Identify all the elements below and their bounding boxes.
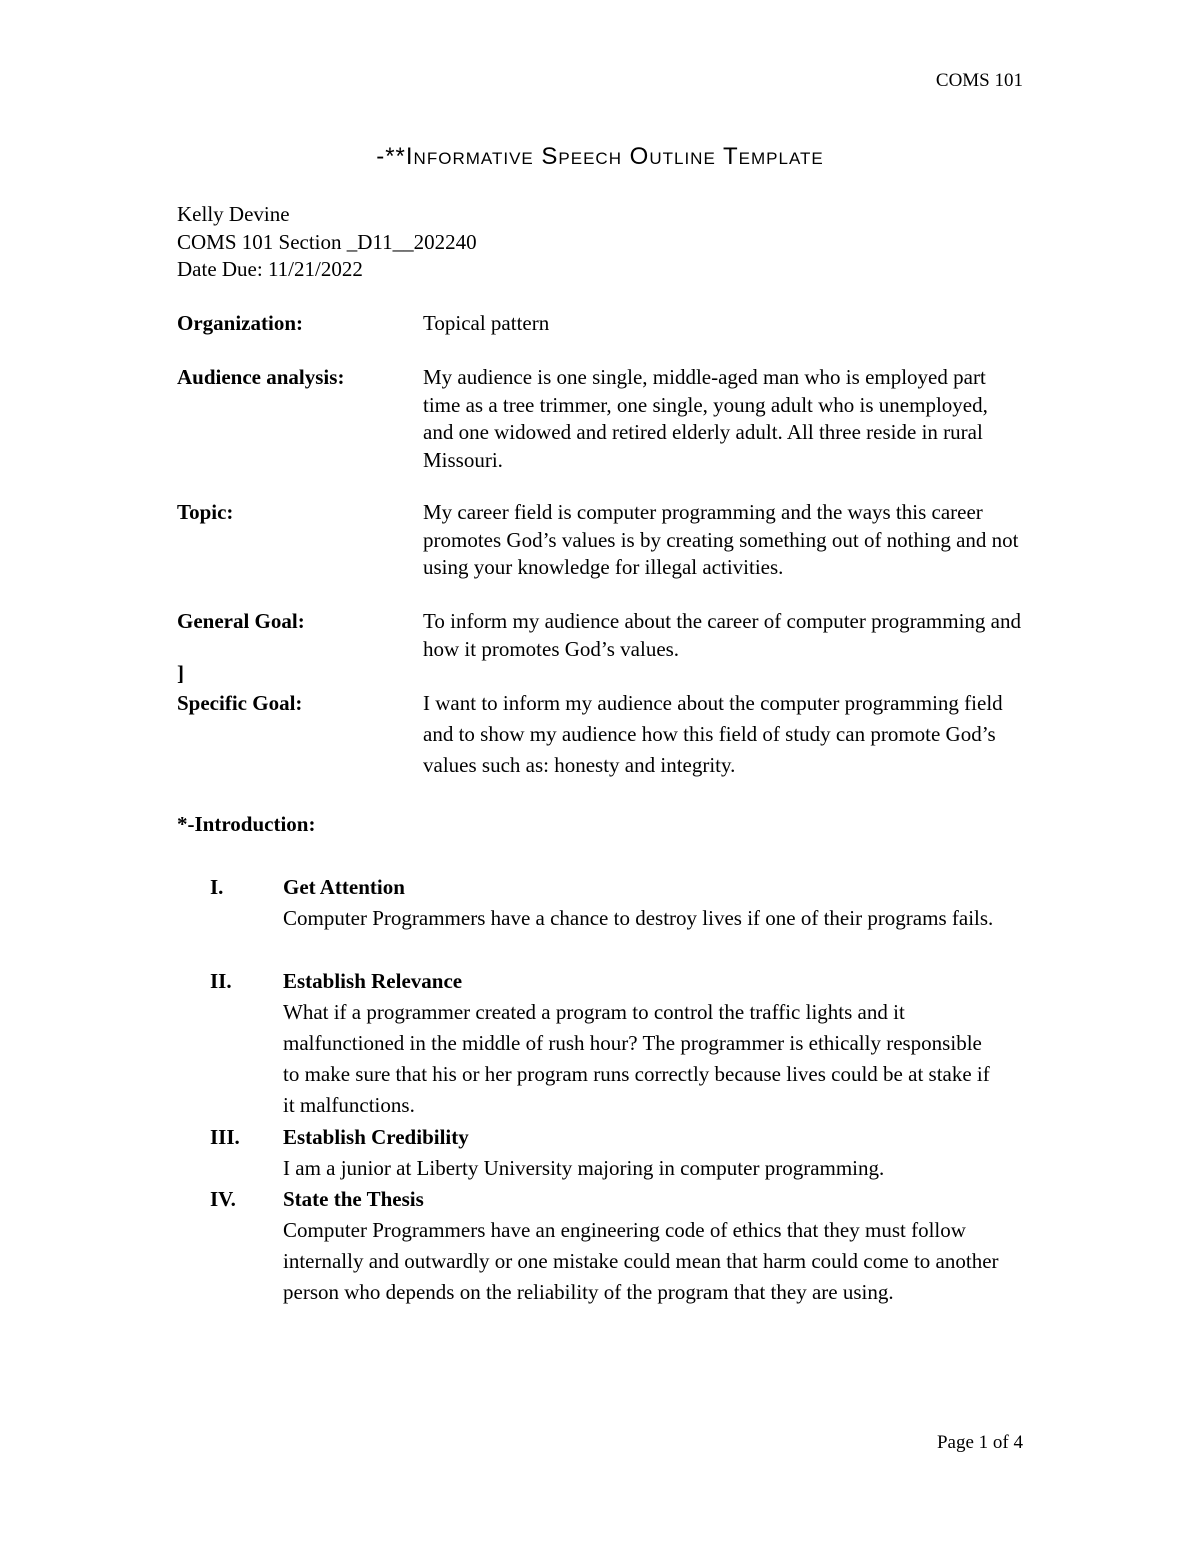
outline-numeral: II.: [210, 969, 232, 993]
topic-value: My career field is computer programming and the ways this career promotes God’s values is by creating something out of nothing and not using your knowledge for illegal activities.: [423, 500, 1019, 579]
specific-goal-value: I want to inform my audience about the computer programming field and to show my audience how this field of study can promote God’s values such as: honesty and integrity.: [423, 691, 1003, 777]
outline-heading: State the Thesis: [283, 1187, 424, 1211]
specific-goal-label: Specific Goal:: [177, 691, 303, 715]
audience-analysis-label: Audience analysis:: [177, 365, 345, 389]
organization-label: Organization:: [177, 311, 303, 335]
student-info: [177, 201, 477, 284]
outline-numeral: III.: [210, 1125, 240, 1149]
stray-bracket: ]: [177, 661, 184, 685]
audience-analysis-value: My audience is one single, middle-aged man who is employed part time as a tree trimmer, one single, young adult who is unemployed, and one widowed and retired elderly adult. All three reside in rural Missouri.: [423, 365, 988, 472]
date-due: Date Due: 11/21/2022: [177, 257, 363, 281]
outline-heading: Establish Credibility: [283, 1125, 469, 1149]
outline-body: What if a programmer created a program to control the traffic lights and it malfunctioned in the middle of rush hour? The programmer is ethically responsible to make sure that his or her program runs correctly because lives could be at stake if it malfunctions.: [283, 1000, 990, 1117]
outline-body: I am a junior at Liberty University majoring in computer programming.: [283, 1156, 885, 1180]
topic-label: Topic:: [177, 500, 234, 524]
general-goal-label: General Goal:: [177, 609, 305, 633]
page-number: Page 1 of 4: [936, 1432, 1023, 1453]
general-goal-value: To inform my audience about the career of computer programming and how it promotes God’s values.: [423, 609, 1021, 661]
course-section: COMS 101 Section _D11__202240: [177, 229, 477, 254]
outline-body: Computer Programmers have an engineering code of ethics that they must follow internally and outwardly or one mistake could mean that harm could come to another person who depends on the reliability of the program that they are using.: [283, 1218, 999, 1304]
student-name: Kelly Devine: [177, 202, 290, 226]
organization-value: Topical pattern: [423, 311, 550, 335]
header-course-label: COMS 101: [935, 70, 1023, 91]
page-title: -**Informative Speech Outline Template: [376, 143, 824, 170]
outline-body: Computer Programmers have a chance to destroy lives if one of their programs fails.: [283, 906, 994, 930]
introduction-heading: *-Introduction:: [177, 812, 316, 836]
outline-heading: Get Attention: [283, 875, 405, 899]
outline-numeral: I.: [210, 875, 224, 899]
outline-numeral: IV.: [210, 1187, 236, 1211]
outline-heading: Establish Relevance: [283, 969, 463, 993]
